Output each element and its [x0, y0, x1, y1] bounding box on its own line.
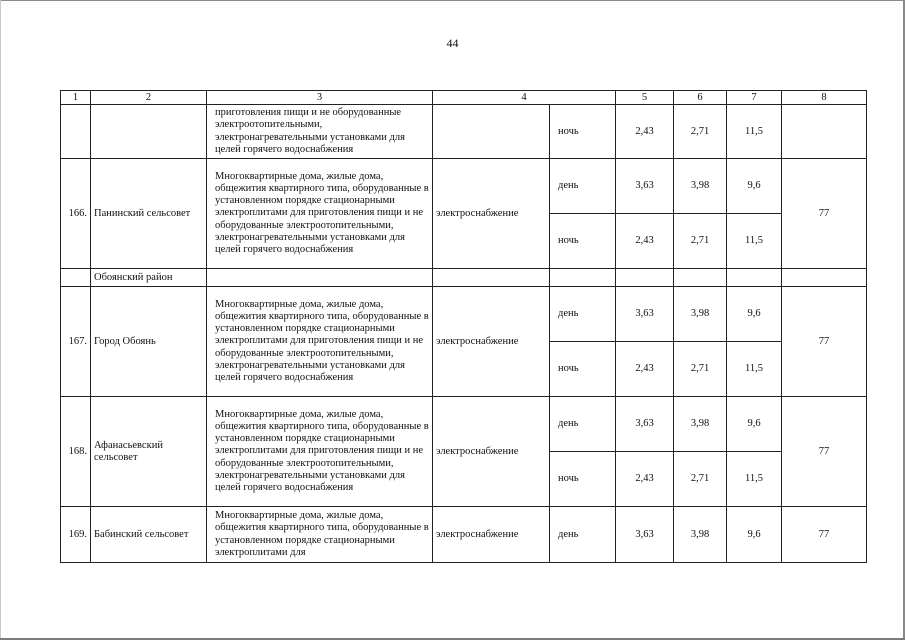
header-col-8: 8 [782, 91, 867, 105]
table-row [61, 397, 867, 452]
cell-description: Многоквартирные дома, жилые дома, общежития квартирного типа, оборудованные в установленном порядке стационарными электроплитами для приготовления пищи и не оборудованные электроотопительными, электронагревательными установками для целей горячего водоснабжения [207, 159, 433, 269]
cell-num: 169. [61, 507, 91, 563]
cell-period-night: ночь [550, 452, 616, 507]
cell-col8 [782, 105, 867, 159]
cell-period-day: день [550, 159, 616, 214]
header-row [61, 91, 867, 105]
cell-service [433, 105, 550, 159]
cell-period-day: день [550, 397, 616, 452]
cell-period [550, 269, 616, 287]
scan-border-top [0, 0, 905, 1]
cell-period-day: день [550, 287, 616, 342]
cell-col7: 9,6 [727, 397, 782, 452]
cell-name: Бабинский сельсовет [91, 507, 207, 563]
scan-border-left [0, 0, 1, 640]
cell-description: Многоквартирные дома, жилые дома, общежития квартирного типа, оборудованные в установленном порядке стационарными электроплитами для приготовления пищи и не оборудованные электроотопительными, электронагревательными установками для целей горячего водоснабжения [207, 397, 433, 507]
cell-service: электроснабжение [433, 397, 550, 507]
district-name: Обоянский район [91, 269, 207, 287]
header-col-3: 3 [207, 91, 433, 105]
cell-col6: 2,71 [674, 105, 727, 159]
cell-col5: 2,43 [616, 105, 674, 159]
cell-description: Многоквартирные дома, жилые дома, общежития квартирного типа, оборудованные в установленном порядке стационарными электроплитами для [207, 507, 433, 563]
cell-num [61, 105, 91, 159]
cell-col5: 2,43 [616, 214, 674, 269]
cell-col6: 2,71 [674, 342, 727, 397]
cell-col8 [782, 269, 867, 287]
cell-col5: 3,63 [616, 507, 674, 563]
header-col-2: 2 [91, 91, 207, 105]
cell-col7: 11,5 [727, 452, 782, 507]
cell-num: 167. [61, 287, 91, 397]
cell-col6 [674, 269, 727, 287]
cell-col7 [727, 269, 782, 287]
cell-service: электроснабжение [433, 159, 550, 269]
cell-service [433, 269, 550, 287]
header-col-7: 7 [727, 91, 782, 105]
header-col-6: 6 [674, 91, 727, 105]
cell-description: приготовления пищи и не оборудованные электроотопительными, электронагревательными установками для целей горячего водоснабжения [207, 105, 433, 159]
cell-num: 166. [61, 159, 91, 269]
header-col-4: 4 [433, 91, 616, 105]
header-col-5: 5 [616, 91, 674, 105]
cell-period-night: ночь [550, 214, 616, 269]
cell-col5: 3,63 [616, 287, 674, 342]
cell-col5 [616, 269, 674, 287]
cell-period-night: ночь [550, 342, 616, 397]
cell-col7: 11,5 [727, 214, 782, 269]
cell-name: Панинский сельсовет [91, 159, 207, 269]
cell-service: электроснабжение [433, 287, 550, 397]
cell-num: 168. [61, 397, 91, 507]
cell-col5: 3,63 [616, 159, 674, 214]
cell-description: Многоквартирные дома, жилые дома, общежития квартирного типа, оборудованные в установленном порядке стационарными электроплитами для приготовления пищи и не оборудованные электроотопительными, электронагревательными установками для целей горячего водоснабжения [207, 287, 433, 397]
cell-name: Город Обоянь [91, 287, 207, 397]
district-row [61, 269, 867, 287]
table-row [61, 507, 867, 563]
cell-name [91, 105, 207, 159]
cell-col6: 2,71 [674, 214, 727, 269]
tariff-table [60, 90, 867, 563]
cell-col5: 3,63 [616, 397, 674, 452]
cell-col6: 2,71 [674, 452, 727, 507]
cell-description [207, 269, 433, 287]
cell-col7: 9,6 [727, 507, 782, 563]
table-row [61, 159, 867, 214]
cell-col8: 77 [782, 159, 867, 269]
cell-service: электроснабжение [433, 507, 550, 563]
cell-col8: 77 [782, 287, 867, 397]
cell-period-day: день [550, 507, 616, 563]
cell-col7: 11,5 [727, 342, 782, 397]
cell-col6: 3,98 [674, 287, 727, 342]
header-col-1: 1 [61, 91, 91, 105]
cell-col8: 77 [782, 507, 867, 563]
table-row [61, 287, 867, 342]
cell-col5: 2,43 [616, 452, 674, 507]
cell-col7: 9,6 [727, 287, 782, 342]
cell-num [61, 269, 91, 287]
page-number: 44 [446, 36, 459, 50]
cell-col7: 11,5 [727, 105, 782, 159]
cell-period: ночь [550, 105, 616, 159]
cell-name: Афанасьевский сельсовет [91, 397, 207, 507]
cell-col6: 3,98 [674, 397, 727, 452]
cell-col5: 2,43 [616, 342, 674, 397]
cell-col7: 9,6 [727, 159, 782, 214]
cell-col6: 3,98 [674, 159, 727, 214]
cell-col8: 77 [782, 397, 867, 507]
table-row-continuation [61, 105, 867, 159]
cell-col6: 3,98 [674, 507, 727, 563]
